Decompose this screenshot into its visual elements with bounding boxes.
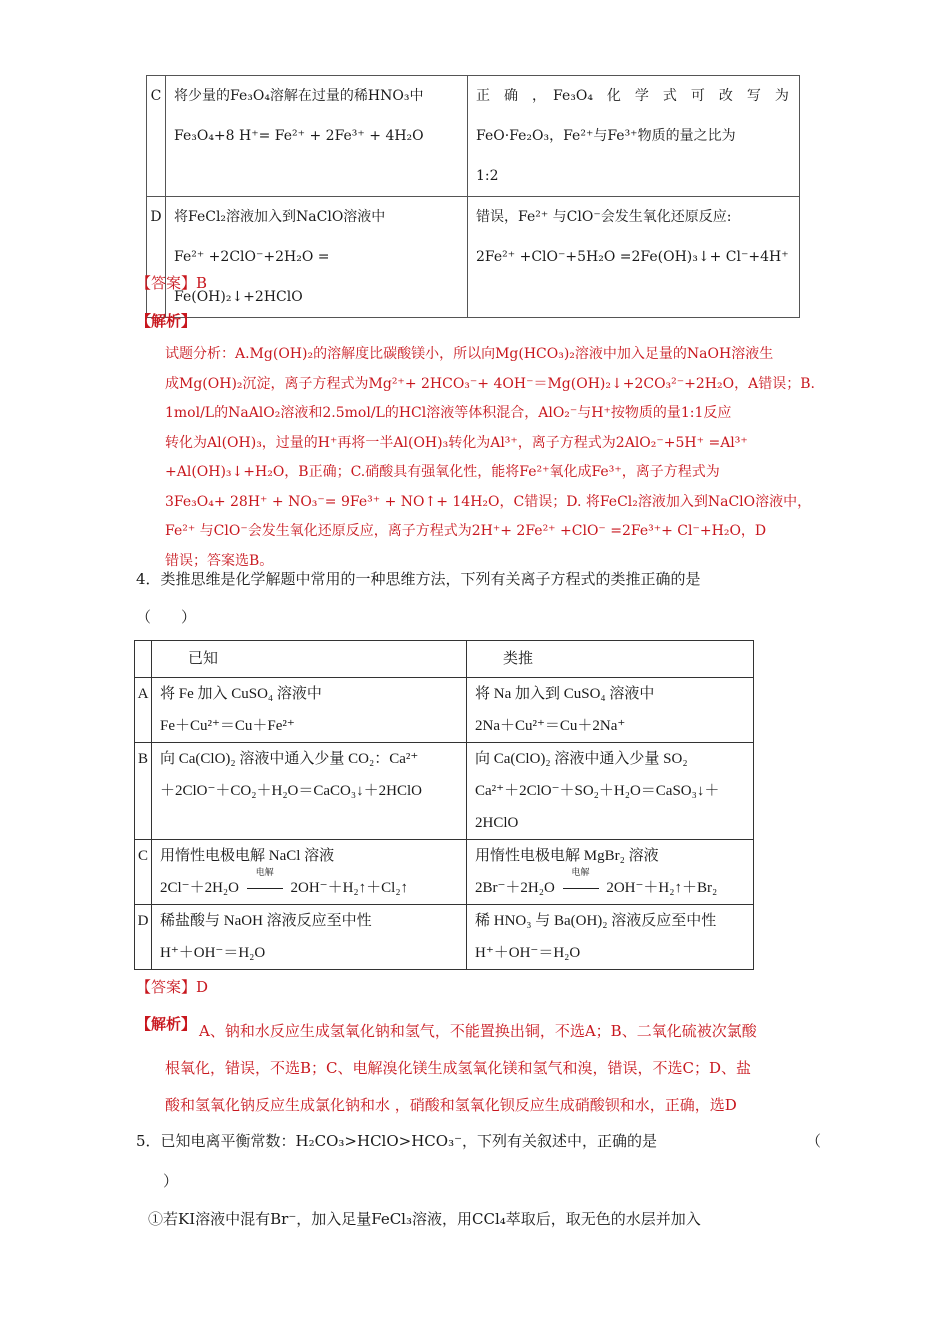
table-row (135, 678, 754, 743)
electrolysis-arrow: 电解 (559, 872, 603, 904)
row-letter: C (135, 840, 152, 905)
analysis-line: +Al(OH)₃↓+H₂O，B正确；C.硝酸具有强氧化性，能将Fe²⁺氧化成Fe³⁺，离子方程式为 (165, 464, 720, 480)
analysis-label: 【解析】 (136, 1015, 197, 1033)
cell-line: 将 Fe 加入 CuSO₄ 溶液中 (160, 686, 322, 702)
row-letter: D (147, 197, 166, 318)
analysis-line: 成Mg(OH)₂沉淀，离子方程式为Mg²⁺+ 2HCO₃⁻+ 4OH⁻＝Mg(OH)₂↓+2CO₃²⁻+2H₂O，A错误；B. (165, 375, 815, 392)
analysis-line: 3Fe₃O₄+ 28H⁺ + NO₃⁻= 9Fe³⁺ + NO↑+ 14H₂O，C错误；D. 将FeCl₂溶液加入到NaClO溶液中， (165, 493, 812, 510)
header-infer: 类推 (467, 641, 754, 678)
cell-line: 1:2 (476, 168, 499, 184)
table-row (135, 743, 754, 840)
cell-line: Fe＋Cu²⁺＝Cu＋Fe²⁺ (160, 718, 295, 734)
table-row (147, 76, 800, 197)
answer-label: 【答案】B (136, 274, 208, 292)
cell-line: Ca²⁺＋2ClO⁻＋SO₂＋H₂O＝CaSO₃↓＋2HClO (475, 783, 720, 831)
analysis-line: 错误；答案选B。 (165, 552, 274, 569)
cell-line: 2Cl⁻＋2H₂O 电解 2OH⁻＋H₂↑＋Cl₂↑ (160, 872, 458, 904)
cell-line: Fe²⁺ +2ClO⁻+2H₂O = Fe(OH)₂↓+2HClO (174, 249, 330, 305)
table-row (135, 905, 754, 970)
cell-line: 将 Na 加入到 CuSO₄ 溶液中 (475, 686, 655, 702)
cell-line: 稀盐酸与 NaOH 溶液反应至中性 (160, 913, 372, 929)
analysis-text-cont (165, 1050, 820, 1124)
analysis-text (199, 1013, 819, 1050)
analysis-line: 转化为Al(OH)₃，过量的H⁺再将一半Al(OH)₃转化为Al³⁺，离子方程式为2AlO₂⁻+5H⁺ =Al³⁺ (165, 434, 748, 451)
question-5-item-1: ①若KI溶液中混有Br⁻，加入足量FeCl₃溶液，用CCl₄萃取后，取无色的水层并加入 (148, 1210, 701, 1228)
cell-line: H⁺＋OH⁻＝H₂O (475, 945, 581, 961)
answer-label: 【答案】D (136, 978, 209, 996)
evaluation-cell (468, 197, 800, 318)
row-letter: C (147, 76, 166, 197)
row-letter: B (135, 743, 152, 840)
question-5-stem: 5．已知电离平衡常数：H₂CO₃>HClO>HCO₃⁻，下列有关叙述中，正确的是 (136, 1132, 658, 1150)
cell-line: 用惰性电极电解 NaCl 溶液 (160, 848, 335, 864)
cell-line: 将少量的Fe₃O₄溶解在过量的稀HNO₃中 (174, 88, 424, 104)
known-cell (166, 76, 468, 197)
cell-line: 用惰性电极电解 MgBr₂ 溶液 (475, 848, 659, 864)
question-5-paren-open: （ (806, 1132, 822, 1150)
cell-line: Fe₃O₄+8 H⁺= Fe²⁺ + 2Fe³⁺ + 4H₂O (174, 128, 424, 144)
cell-line: ＋2ClO⁻＋CO₂＋H₂O＝CaCO₃↓＋2HClO (160, 783, 422, 799)
table-row (147, 197, 800, 318)
analysis-line: 酸和氢氧化钠反应生成氯化钠和水 ，硝酸和氢氧化钡反应生成硝酸钡和水，正确，选D (165, 1096, 737, 1114)
analysis-line: 试题分析：A.Mg(OH)₂的溶解度比碳酸镁小，所以向Mg(HCO₃)₂溶液中加入足量的NaOH溶液生 (165, 346, 774, 362)
cell-line: 将FeCl₂溶液加入到NaClO溶液中 (174, 209, 386, 225)
cell-line: 2Na＋Cu²⁺＝Cu＋2Na⁺ (475, 718, 626, 734)
question-5-paren-close: ） (163, 1172, 179, 1190)
analysis-label: 【解析】 (136, 312, 197, 330)
row-letter: D (135, 905, 152, 970)
question-4-stem: 4．类推思维是化学解题中常用的一种思维方法，下列有关离子方程式的类推正确的是 (136, 570, 701, 588)
cell-line: H⁺＋OH⁻＝H₂O (160, 945, 266, 961)
analysis-line: 1mol/L的NaAlO₂溶液和2.5mol/L的HCl溶液等体积混合，AlO₂⁻与H⁺按物质的量1:1反应 (165, 405, 732, 421)
header-known: 已知 (152, 641, 467, 678)
evaluation-cell (468, 76, 800, 197)
row-letter: A (135, 678, 152, 743)
cell-line: 稀 HNO₃ 与 Ba(OH)₂ 溶液反应至中性 (475, 913, 717, 929)
analysis-text (165, 340, 825, 576)
cell-line: 向 Ca(ClO)₂ 溶液中通入少量 SO₂ (475, 751, 688, 767)
cell-line: 2Br⁻＋2H₂O 电解 2OH⁻＋H₂↑＋Br₂ (475, 872, 745, 904)
known-cell (166, 197, 468, 318)
cell-line: 正 确 ， Fe₃O₄ 化 学 式 可 改 写 为 (476, 88, 789, 104)
question-4-paren: （ ） (136, 608, 197, 626)
cell-line: 2Fe²⁺ +ClO⁻+5H₂O =2Fe(OH)₃↓+ Cl⁻+4H⁺ (476, 249, 789, 265)
cell-line: 错误，Fe²⁺ 与ClO⁻会发生氧化还原反应: (476, 209, 732, 225)
table-header-row (135, 641, 754, 678)
cell-line: 向 Ca(ClO)₂ 溶液中通入少量 CO₂：Ca²⁺ (160, 751, 419, 767)
electrolysis-arrow: 电解 (243, 872, 287, 904)
analysis-line: Fe²⁺ 与ClO⁻会发生氧化还原反应，离子方程式为2H⁺+ 2Fe²⁺ +ClO⁻ =2Fe³⁺+ Cl⁻+H₂O，D (165, 523, 767, 539)
table-analogy (134, 640, 754, 970)
analysis-line: 根氧化，错误，不选B；C、电解溴化镁生成氢氧化镁和氢气和溴，错误，不选C；D、盐 (165, 1059, 752, 1077)
analysis-line: A、钠和水反应生成氢氧化钠和氢气，不能置换出铜，不选A；B、二氧化硫被次氯酸 (199, 1022, 757, 1040)
cell-line: FeO·Fe₂O₃，Fe²⁺与Fe³⁺物质的量之比为 (476, 128, 736, 144)
table-top (146, 75, 800, 318)
table-row (135, 840, 754, 905)
